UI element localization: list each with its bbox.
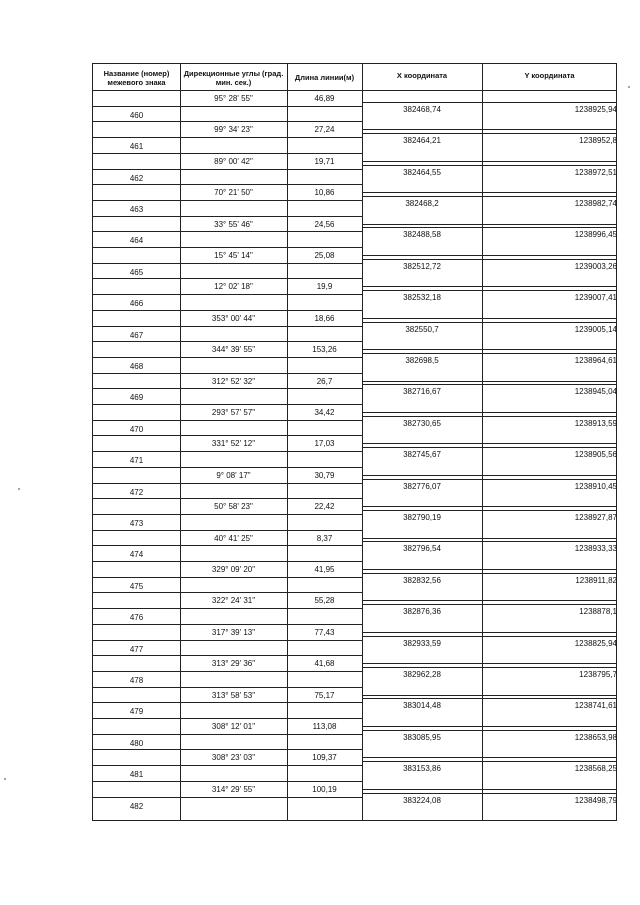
- scan-speck: [628, 86, 630, 88]
- direction-angle-cell: 12° 02' 18": [214, 282, 253, 292]
- row-divider: [362, 224, 616, 225]
- y-coordinate-cell: 1238878,1: [579, 607, 617, 617]
- row-divider: [93, 624, 362, 625]
- point-name-cell: 465: [129, 267, 144, 277]
- row-divider: [93, 294, 362, 295]
- row-divider: [93, 404, 362, 405]
- row-divider: [362, 447, 616, 448]
- header-point-name: Название (номер) межевого знака: [103, 69, 170, 87]
- line-length-cell: 30,79: [314, 470, 335, 480]
- x-coordinate-cell: 382730,65: [403, 418, 441, 428]
- y-coordinate-cell: 1239003,26: [574, 261, 617, 271]
- row-divider: [362, 133, 616, 134]
- row-divider: [362, 479, 616, 480]
- x-coordinate-cell: 382832,56: [403, 575, 441, 585]
- row-divider: [362, 604, 616, 605]
- row-divider: [362, 227, 616, 228]
- scan-speck: [18, 488, 20, 490]
- point-name-cell: 468: [129, 361, 144, 371]
- row-divider: [362, 290, 616, 291]
- coordinates-table: [92, 63, 617, 821]
- y-coordinate-cell: 1238927,87: [574, 512, 617, 522]
- row-divider: [362, 286, 616, 287]
- line-length-cell: 153,26: [312, 345, 337, 355]
- row-divider: [362, 573, 616, 574]
- direction-angle-cell: 9° 08' 17": [216, 470, 251, 480]
- header-divider: [93, 90, 616, 91]
- row-divider: [93, 530, 362, 531]
- row-divider: [93, 640, 362, 641]
- row-divider: [362, 353, 616, 354]
- header-y-coordinate: Y координата: [524, 71, 575, 80]
- direction-angle-cell: 353° 00' 44": [211, 313, 256, 323]
- y-coordinate-cell: 1238911,82: [575, 575, 617, 585]
- direction-angle-cell: 33° 55' 46": [214, 219, 253, 229]
- x-coordinate-cell: 382796,54: [403, 544, 441, 554]
- y-coordinate-cell: 1238952,8: [579, 136, 617, 146]
- x-coordinate-cell: 382745,67: [403, 450, 441, 460]
- direction-angle-cell: 308° 23' 03": [211, 753, 256, 763]
- point-name-cell: 475: [129, 581, 144, 591]
- y-coordinate-cell: 1238982,74: [574, 198, 617, 208]
- direction-angle-cell: 313° 58' 53": [211, 690, 256, 700]
- point-name-cell: 460: [129, 110, 144, 120]
- y-coordinate-cell: 1238972,51: [574, 167, 617, 177]
- point-name-cell: 479: [129, 707, 144, 717]
- x-coordinate-cell: 383153,86: [403, 764, 441, 774]
- x-coordinate-cell: 382488,58: [403, 230, 441, 240]
- row-divider: [362, 129, 616, 130]
- row-divider: [93, 137, 362, 138]
- direction-angle-cell: 293° 57' 57": [211, 408, 256, 417]
- row-divider: [362, 695, 616, 696]
- row-divider: [93, 451, 362, 452]
- row-divider: [362, 506, 616, 507]
- row-divider: [362, 789, 616, 790]
- direction-angle-cell: 15° 45' 14": [214, 251, 253, 260]
- row-divider: [93, 655, 362, 656]
- row-divider: [93, 121, 362, 122]
- row-divider: [362, 322, 616, 323]
- row-divider: [93, 734, 362, 735]
- row-divider: [362, 475, 616, 476]
- point-name-cell: 466: [129, 299, 144, 309]
- y-coordinate-cell: 1239005,14: [574, 324, 617, 334]
- row-divider: [93, 514, 362, 515]
- point-name-cell: 471: [129, 456, 144, 466]
- direction-angle-cell: 313° 29' 36": [211, 659, 256, 669]
- line-length-cell: 19,71: [314, 156, 335, 166]
- point-name-cell: 477: [129, 644, 144, 654]
- row-divider: [93, 797, 362, 798]
- row-divider: [93, 278, 362, 279]
- row-divider: [362, 793, 616, 794]
- direction-angle-cell: 40° 41' 25": [214, 533, 253, 543]
- direction-angle-cell: 308° 12' 01": [211, 722, 256, 731]
- row-divider: [93, 498, 362, 499]
- point-name-cell: 482: [129, 801, 144, 811]
- line-length-cell: 26,7: [316, 376, 333, 386]
- point-name-cell: 464: [129, 236, 144, 246]
- row-divider: [362, 255, 616, 256]
- x-coordinate-cell: 382962,28: [403, 669, 441, 679]
- row-divider: [93, 561, 362, 562]
- point-name-cell: 474: [129, 550, 144, 560]
- point-name-cell: 463: [129, 204, 144, 214]
- y-coordinate-cell: 1238933,33: [574, 544, 617, 554]
- row-divider: [362, 412, 616, 413]
- line-length-cell: 34,42: [314, 408, 335, 417]
- row-divider: [362, 761, 616, 762]
- direction-angle-cell: 50° 58' 23": [214, 502, 253, 512]
- line-length-cell: 113,08: [312, 722, 337, 731]
- direction-angle-cell: 312° 52' 32": [211, 376, 256, 386]
- y-coordinate-cell: 1238653,98: [574, 732, 617, 742]
- line-length-cell: 19,9: [316, 282, 333, 292]
- row-divider: [93, 781, 362, 782]
- y-coordinate-cell: 1239007,41: [574, 293, 617, 303]
- row-divider: [93, 420, 362, 421]
- line-length-cell: 77,43: [314, 627, 335, 637]
- line-length-cell: 46,89: [314, 94, 335, 103]
- row-divider: [362, 161, 616, 162]
- point-name-cell: 472: [129, 487, 144, 497]
- line-length-cell: 55,28: [314, 596, 335, 606]
- row-divider: [93, 435, 362, 436]
- row-divider: [93, 247, 362, 248]
- row-divider: [93, 184, 362, 185]
- row-divider: [362, 381, 616, 382]
- point-name-cell: 461: [129, 142, 144, 152]
- line-length-cell: 75,17: [314, 690, 335, 700]
- row-divider: [362, 698, 616, 699]
- x-coordinate-cell: 382933,59: [403, 638, 441, 648]
- y-coordinate-cell: 1238964,61: [574, 355, 617, 365]
- x-coordinate-cell: 382532,18: [403, 293, 441, 303]
- row-divider: [362, 416, 616, 417]
- x-coordinate-cell: 382550,7: [405, 324, 439, 334]
- y-coordinate-cell: 1238945,04: [574, 387, 617, 397]
- x-coordinate-cell: 382468,2: [405, 198, 439, 208]
- row-divider: [93, 231, 362, 232]
- line-length-cell: 41,95: [314, 565, 335, 574]
- row-divider: [362, 318, 616, 319]
- direction-angle-cell: 314° 29' 55": [211, 784, 256, 794]
- row-divider: [362, 259, 616, 260]
- row-divider: [362, 667, 616, 668]
- row-divider: [93, 216, 362, 217]
- point-name-cell: 470: [129, 424, 144, 434]
- direction-angle-cell: 344° 39' 55": [211, 345, 256, 355]
- x-coordinate-cell: 382512,72: [403, 261, 441, 271]
- x-coordinate-cell: 382776,07: [403, 481, 441, 491]
- line-length-cell: 22,42: [314, 502, 335, 512]
- row-divider: [93, 687, 362, 688]
- y-coordinate-cell: 1238996,45: [574, 230, 617, 240]
- row-divider: [93, 545, 362, 546]
- y-coordinate-cell: 1238825,94: [574, 638, 617, 648]
- line-length-cell: 27,24: [314, 125, 335, 135]
- x-coordinate-cell: 383014,48: [403, 701, 441, 711]
- direction-angle-cell: 322° 24' 31": [211, 596, 256, 606]
- x-coordinate-cell: 383085,95: [403, 732, 441, 742]
- row-divider: [362, 510, 616, 511]
- row-divider: [93, 200, 362, 201]
- point-name-cell: 476: [129, 613, 144, 623]
- x-coordinate-cell: 382790,19: [403, 512, 441, 522]
- header-line-length: Длина линии(м): [294, 73, 355, 82]
- x-coordinate-cell: 382468,74: [403, 104, 441, 114]
- direction-angle-cell: 317° 39' 13": [211, 627, 256, 637]
- row-divider: [93, 483, 362, 484]
- row-divider: [362, 600, 616, 601]
- x-coordinate-cell: 383224,08: [403, 795, 441, 805]
- row-divider: [362, 538, 616, 539]
- point-name-cell: 473: [129, 518, 144, 528]
- scan-speck: [4, 778, 6, 780]
- x-coordinate-cell: 382464,21: [403, 136, 441, 146]
- row-divider: [362, 102, 616, 103]
- row-divider: [93, 577, 362, 578]
- line-length-cell: 109,37: [312, 753, 337, 763]
- y-coordinate-cell: 1238795,7: [579, 669, 617, 679]
- row-divider: [93, 749, 362, 750]
- x-coordinate-cell: 382876,36: [403, 607, 441, 617]
- row-divider: [93, 373, 362, 374]
- line-length-cell: 10,86: [314, 188, 335, 198]
- row-divider: [362, 726, 616, 727]
- row-divider: [93, 592, 362, 593]
- row-divider: [93, 263, 362, 264]
- direction-angle-cell: 95° 28' 55": [214, 94, 253, 103]
- row-divider: [93, 467, 362, 468]
- line-length-cell: 41,68: [314, 659, 335, 669]
- row-divider: [93, 388, 362, 389]
- row-divider: [362, 569, 616, 570]
- point-name-cell: 467: [129, 330, 144, 340]
- x-coordinate-cell: 382464,55: [403, 167, 441, 177]
- row-divider: [93, 702, 362, 703]
- y-coordinate-cell: 1238905,56: [574, 450, 617, 460]
- line-length-cell: 100,19: [312, 784, 337, 794]
- direction-angle-cell: 329° 09' 20": [211, 565, 256, 574]
- y-coordinate-cell: 1238925,94: [574, 104, 617, 114]
- y-coordinate-cell: 1238913,59: [574, 418, 617, 428]
- row-divider: [362, 165, 616, 166]
- row-divider: [93, 718, 362, 719]
- row-divider: [93, 153, 362, 154]
- row-divider: [362, 384, 616, 385]
- line-length-cell: 24,56: [314, 219, 335, 229]
- direction-angle-cell: 70° 21' 50": [214, 188, 253, 198]
- row-divider: [93, 341, 362, 342]
- y-coordinate-cell: 1238568,25: [574, 764, 617, 774]
- row-divider: [362, 663, 616, 664]
- direction-angle-cell: 89° 00' 42": [214, 156, 253, 166]
- point-name-cell: 478: [129, 675, 144, 685]
- row-divider: [93, 608, 362, 609]
- row-divider: [93, 326, 362, 327]
- line-length-cell: 25,08: [314, 251, 335, 260]
- row-divider: [362, 632, 616, 633]
- y-coordinate-cell: 1238741,61: [574, 701, 617, 711]
- point-name-cell: 480: [129, 738, 144, 748]
- row-divider: [362, 757, 616, 758]
- row-divider: [93, 765, 362, 766]
- y-coordinate-cell: 1238910,45: [574, 481, 617, 491]
- row-divider: [362, 443, 616, 444]
- row-divider: [93, 169, 362, 170]
- row-divider: [93, 106, 362, 107]
- row-divider: [93, 310, 362, 311]
- row-divider: [93, 357, 362, 358]
- y-coordinate-cell: 1238498,79: [574, 795, 617, 805]
- x-coordinate-cell: 382716,67: [403, 387, 441, 397]
- row-divider: [362, 349, 616, 350]
- point-name-cell: 469: [129, 393, 144, 403]
- row-divider: [362, 636, 616, 637]
- row-divider: [362, 541, 616, 542]
- x-coordinate-cell: 382698,5: [405, 355, 439, 365]
- point-name-cell: 481: [129, 770, 144, 780]
- header-x-coordinate: Х координата: [396, 71, 448, 80]
- row-divider: [93, 671, 362, 672]
- line-length-cell: 8,37: [316, 533, 333, 543]
- point-name-cell: 462: [129, 173, 144, 183]
- row-divider: [362, 192, 616, 193]
- row-divider: [362, 730, 616, 731]
- line-length-cell: 18,66: [314, 313, 335, 323]
- direction-angle-cell: 99° 34' 23": [214, 125, 253, 135]
- row-divider: [362, 196, 616, 197]
- line-length-cell: 17,03: [314, 439, 335, 449]
- direction-angle-cell: 331° 52' 12": [211, 439, 256, 449]
- header-direction-angle: Дирекционные углы (град. мин. сек.): [183, 69, 284, 87]
